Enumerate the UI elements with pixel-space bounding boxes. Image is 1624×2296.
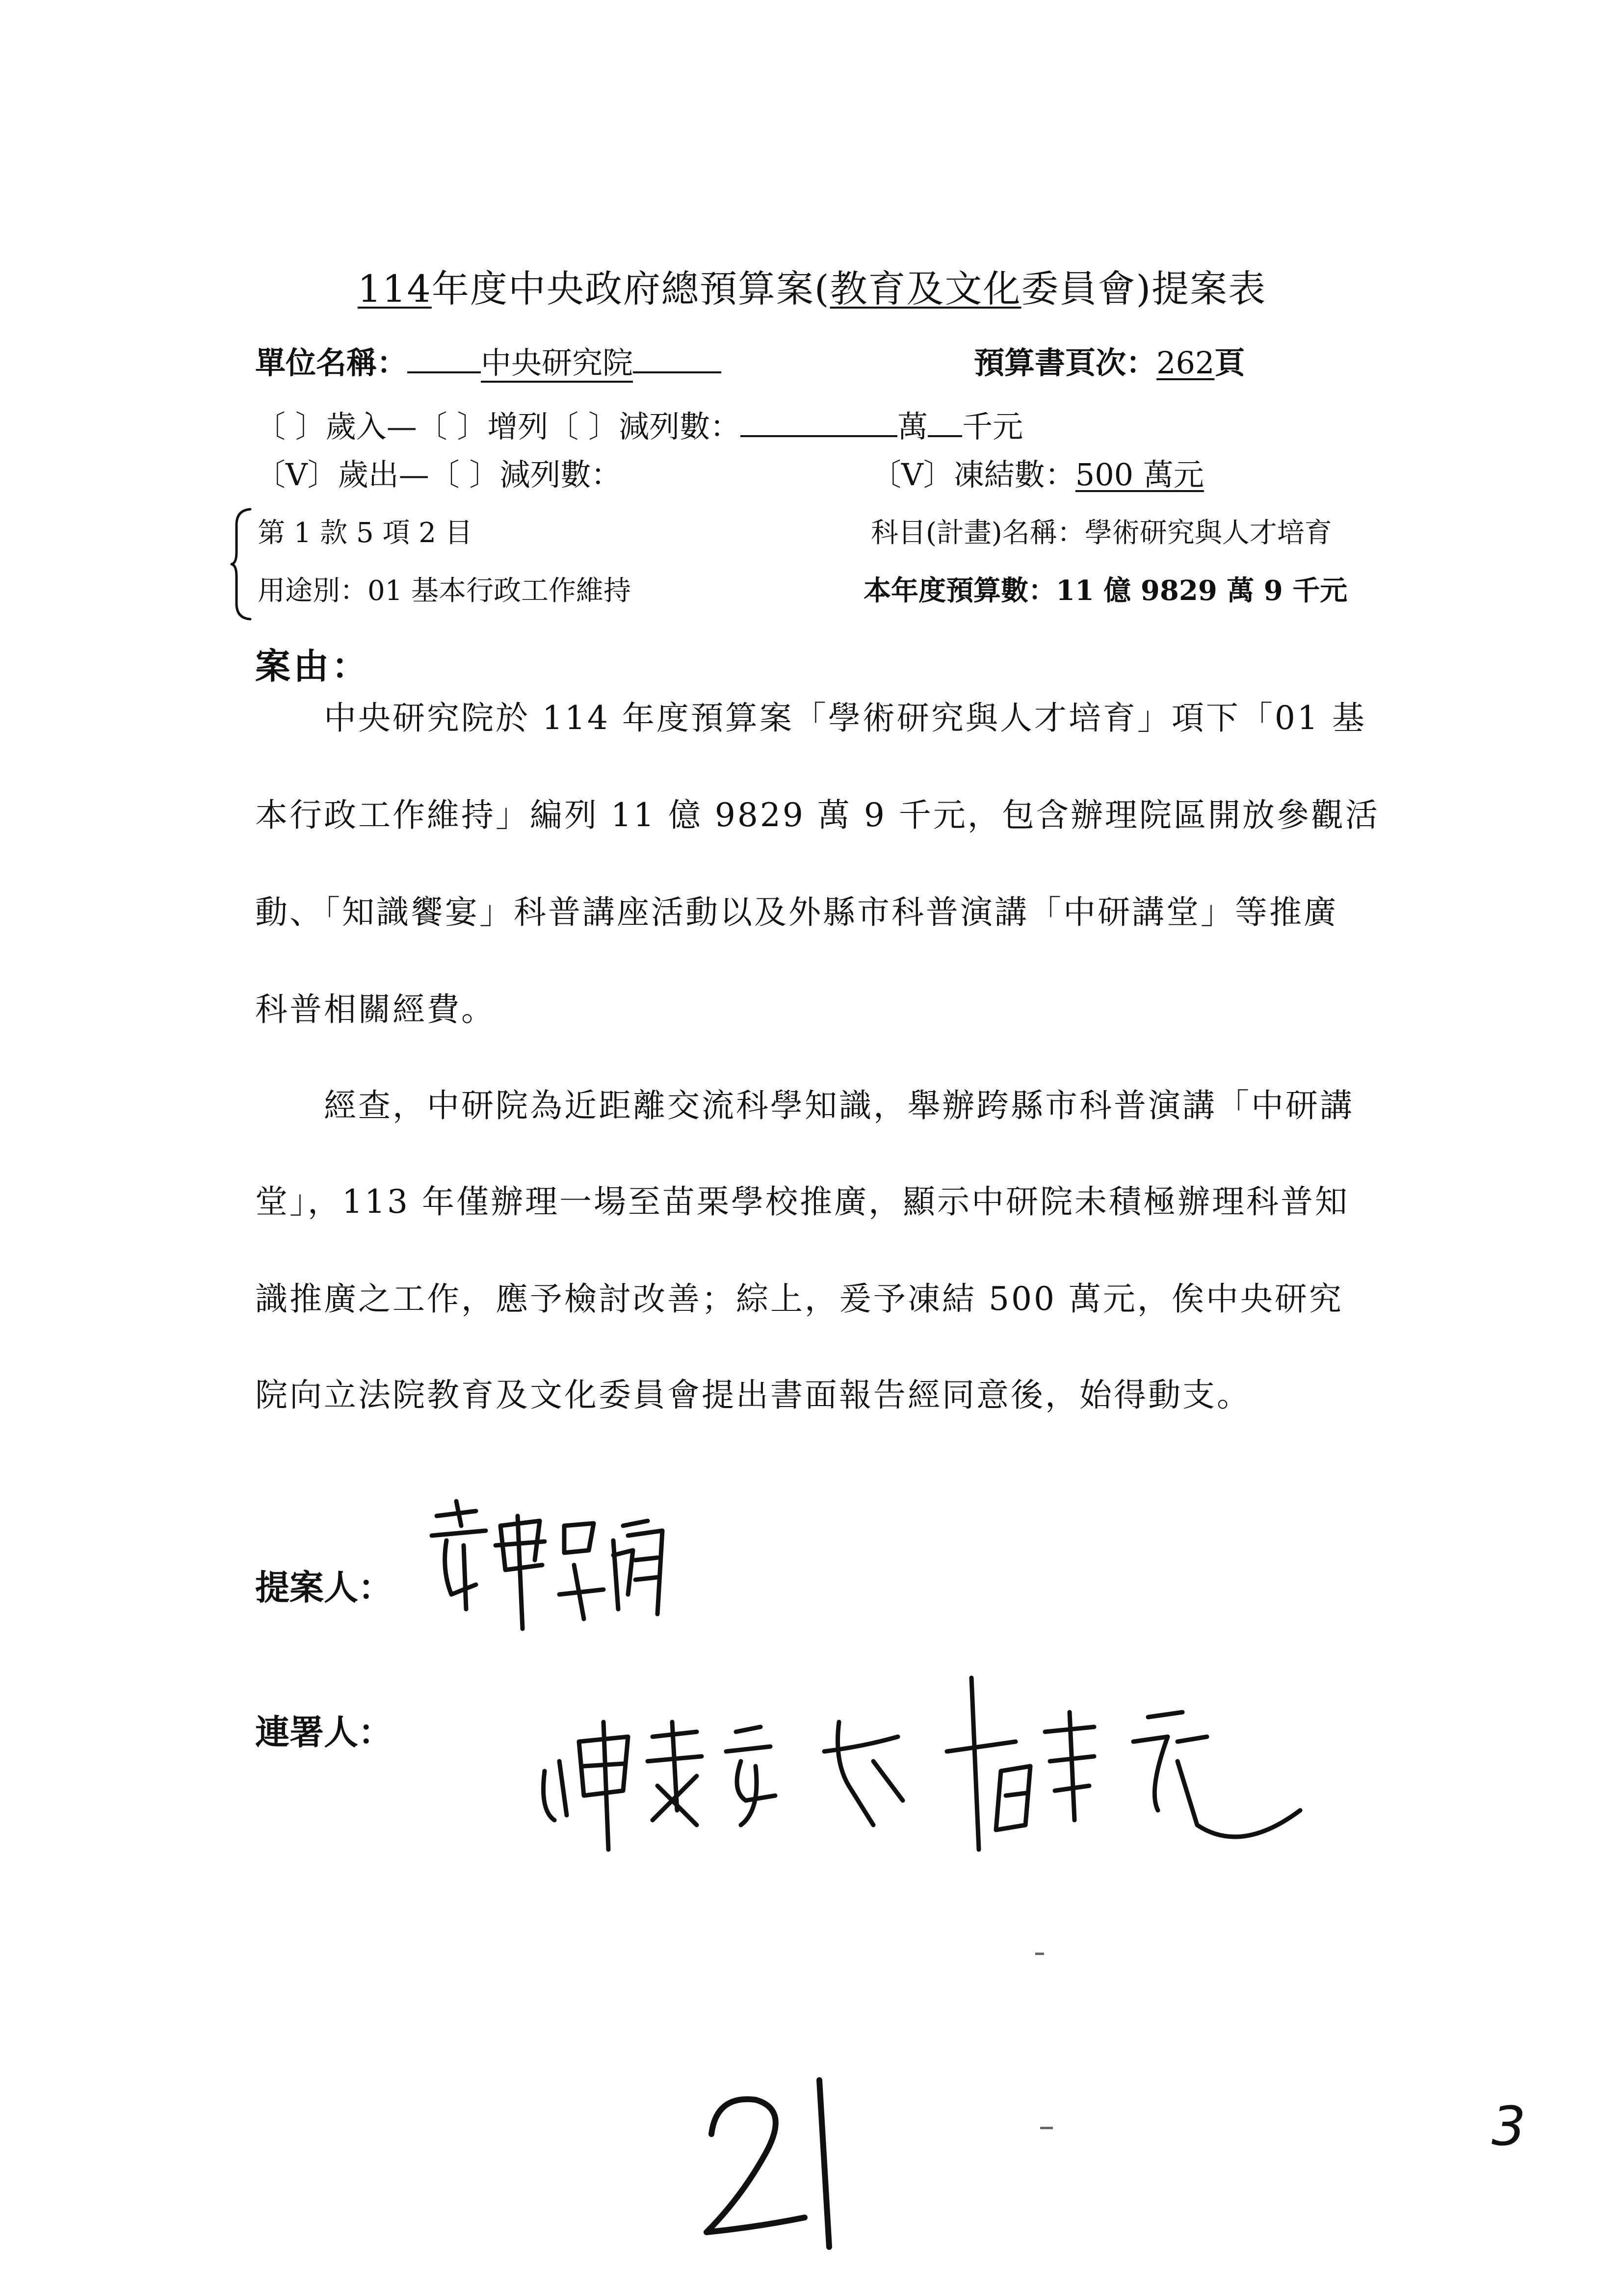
scan-speck	[1035, 1953, 1044, 1955]
reason-line: 中央研究院於 114 年度預算案「學術研究與人才培育」項下「01 基	[324, 699, 1366, 737]
item-usage: 用途別：01 基本行政工作維持	[258, 575, 631, 607]
proposer-label: 提案人：	[255, 1567, 393, 1608]
scan-speck	[1040, 2127, 1053, 2129]
expense-text: 〔V〕歲出—〔 〕減列數：	[255, 457, 622, 493]
title-year: 114	[357, 267, 432, 311]
unit-blank-left	[407, 346, 481, 373]
item-subject: 科目(計畫)名稱：學術研究與人才培育	[871, 517, 1332, 549]
freeze-value: 500 萬元	[1075, 457, 1204, 493]
reason-line: 科普相關經費。	[255, 991, 496, 1028]
revenue-row	[255, 402, 1023, 446]
left-brace	[231, 505, 260, 623]
reason-line: 本行政工作維持」編列 11 億 9829 萬 9 千元，包含辦理院區開放參觀活	[255, 796, 1380, 834]
title-committee: 教育及文化	[830, 267, 1022, 311]
cosigner-signature	[530, 1663, 1325, 1859]
unit-blank-right	[633, 346, 721, 373]
item-section: 第 1 款 5 項 2 目	[258, 517, 472, 549]
title-prefix: 年度中央政府總預算案(	[431, 267, 830, 311]
title-suffix: 委員會)提案表	[1021, 267, 1267, 311]
unit-name-label: 單位名稱：	[255, 345, 408, 381]
proposer-signature	[417, 1496, 672, 1634]
revenue-wan: 萬	[897, 409, 928, 444]
reason-line: 經查，中研院為近距離交流科學知識，舉辦跨縣市科普演講「中研講	[324, 1087, 1354, 1124]
revenue-qian: 千元	[962, 409, 1023, 444]
reason-line: 院向立法院教育及文化委員會提出書面報告經同意後，始得動支。	[255, 1376, 1251, 1414]
freeze-label: 〔V〕凍結數：	[871, 457, 1075, 493]
item-budget: 本年度預算數：11 億 9829 萬 9 千元	[864, 574, 1348, 607]
reason-line: 堂」，113 年僅辦理一場至苗栗學校推廣，顯示中研院未積極辦理科普知	[255, 1183, 1349, 1221]
budget-page-label: 預算書頁次：	[974, 345, 1157, 381]
unit-name-value: 中央研究院	[481, 345, 633, 383]
reason-line: 動、「知識饗宴」科普講座活動以及外縣市科普演講「中研講堂」等推廣	[255, 893, 1338, 931]
budget-page-value: 262	[1156, 345, 1215, 381]
freeze-row	[871, 450, 1204, 494]
handwritten-page-number	[697, 2070, 873, 2257]
cosigner-label: 連署人：	[255, 1712, 393, 1752]
expense-row	[255, 450, 621, 494]
budget-page-row	[974, 339, 1245, 382]
reason-heading: 案由：	[255, 645, 370, 687]
reason-line: 識推廣之工作，應予檢討改善；綜上，爰予凍結 500 萬元，俟中央研究	[255, 1280, 1343, 1318]
revenue-amount-blank	[740, 410, 897, 437]
page-title	[0, 259, 1624, 313]
budget-page-unit: 頁	[1214, 345, 1245, 381]
revenue-text: 〔 〕歲入—〔 〕增列〔 〕減列數：	[255, 409, 741, 444]
revenue-qian-blank	[928, 410, 962, 437]
corner-page-number: 3	[1492, 2095, 1526, 2158]
unit-name-row	[255, 339, 721, 382]
